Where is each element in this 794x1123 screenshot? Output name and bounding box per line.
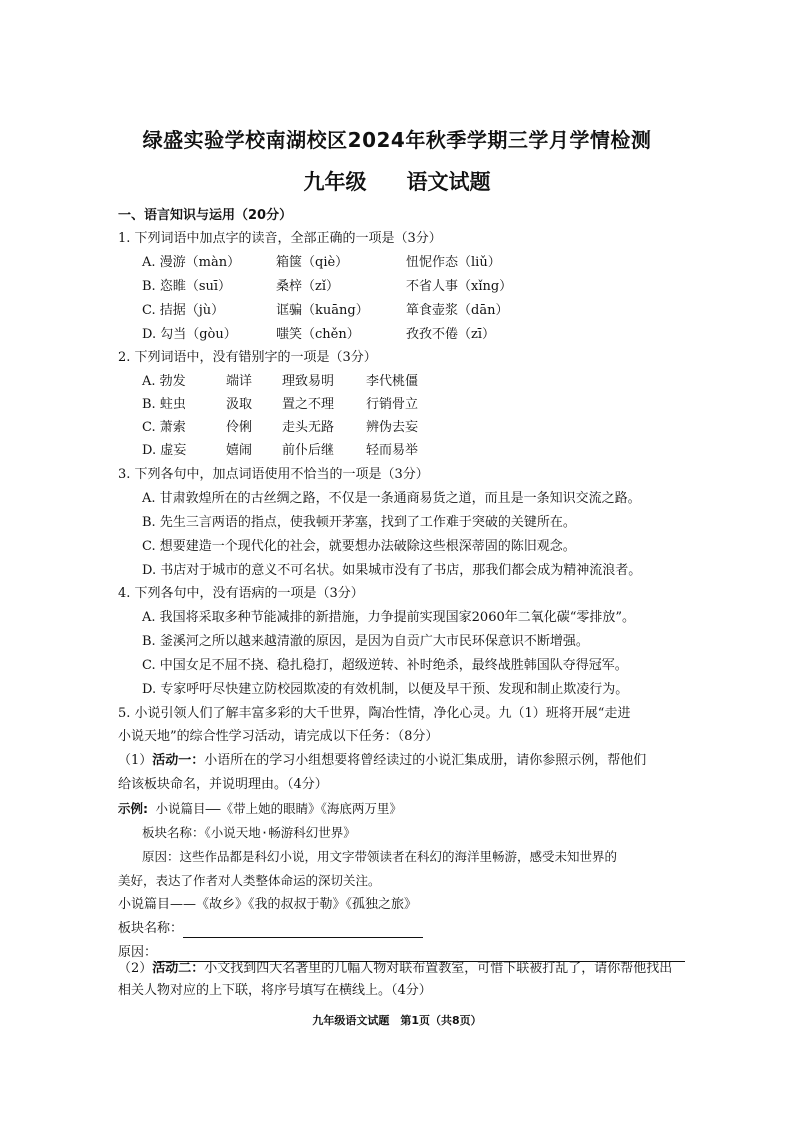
q3-stem: 3. 下列各句中，加点词语使用不恰当的一项是（3分）: [118, 467, 429, 482]
activity1-text: 小语所在的学习小组想要将曾经读过的小说汇集成册，请你参照示例，帮他们: [204, 753, 647, 768]
q1-d-1: D. 勾当（gòu）: [142, 327, 237, 342]
q1-b-3: 不省人事（xǐng）: [406, 279, 513, 294]
subject-label: 语文试题: [406, 170, 491, 194]
q1-c-1: C. 拮据（jù）: [142, 303, 225, 318]
activity1-label: 活动一：: [152, 753, 205, 768]
example-titles: 小说篇目——《带上她的眼睛》《海底两万里》: [148, 801, 402, 816]
example-block-name: 板块名称：《小说天地·畅游科幻世界》: [142, 825, 356, 840]
exam-subtitle: [0, 166, 794, 196]
q4-option-a: A. 我国将采取多种节能减排的新措施，力争提前实现国家2060年二氧化碳“零排放”。: [142, 610, 636, 625]
activity1-number: （1）: [118, 753, 153, 768]
example-reason-line1: 原因：这些作品都是科幻小说，用文字带领读者在科幻的海洋里畅游，感受未知世界的: [142, 849, 618, 864]
q4-option-c: C. 中国女足不屈不挠、稳扎稳打，超级逆转、补时绝杀，最终战胜韩国队夺得冠军。: [142, 658, 628, 673]
activity2-text: 小文找到四大名著里的几幅人物对联布置教室，可惜下联被打乱了，请你帮他找出: [204, 961, 673, 976]
q5-activity2-line1: [118, 960, 672, 978]
task-titles: 小说篇目——《故乡》《我的叔叔于勒》《孤独之旅》: [118, 897, 418, 912]
q2-a-2: 端详: [226, 374, 253, 389]
page-footer: 九年级语文试题 第1页（共8页）: [312, 1014, 482, 1027]
example-reason-line2: 美好，表达了作者对人类整体命运的深切关注。: [118, 873, 381, 888]
q5-activity1-line1: [118, 752, 646, 770]
q2-a-4: 李代桃僵: [366, 374, 419, 389]
q4-option-d: D. 专家呼吁尽快建立防校园欺凌的有效机制，以便及早干预、发现和制止欺凌行为。: [142, 682, 629, 697]
q1-c-2: 诓骗（kuāng）: [276, 303, 369, 318]
q2-c-4: 辨伪去妄: [366, 420, 419, 435]
q5-activity2-line2: 相关人物对应的上下联，将序号填写在横线上。（4分）: [118, 983, 432, 998]
activity2-label: 活动二：: [152, 961, 205, 976]
q3-option-b: B. 先生三言两语的指点，使我顿开茅塞，找到了工作难于突破的关键所在。: [142, 515, 576, 530]
q2-b-2: 汲取: [226, 397, 253, 412]
q1-stem: 1. 下列词语中加点字的读音，全部正确的一项是（3分）: [118, 231, 442, 246]
q1-option-c: [142, 302, 682, 320]
q1-a-2: 箱箧（qiè）: [276, 255, 349, 270]
q2-c-3: 走头无路: [282, 420, 335, 435]
q3-option-c: C. 想要建造一个现代化的社会，就要想办法破除这些根深蒂固的陈旧观念。: [142, 539, 576, 554]
q1-a-3: 忸怩作态（liǔ）: [406, 255, 501, 270]
q2-d-4: 轻而易举: [366, 443, 419, 458]
q1-c-3: 箪食壶浆（dān）: [406, 303, 509, 318]
task-block-row: [118, 920, 423, 938]
grade-label: 九年级: [303, 170, 367, 194]
q2-option-b: [142, 396, 682, 414]
q2-option-d: [142, 442, 682, 460]
q2-d-3: 前仆后继: [282, 443, 335, 458]
q2-d-1: D. 虚妄: [142, 443, 187, 458]
q5-stem-line1: 5. 小说引领人们了解丰富多彩的大千世界，陶冶性情，净化心灵。九（1）班将开展“走进: [118, 706, 631, 721]
q2-c-2: 伶俐: [226, 420, 253, 435]
q1-b-1: B. 恣睢（suī）: [142, 279, 232, 294]
exam-title: 绿盛实验学校南湖校区2024年秋季学期三学月学情检测: [142, 128, 652, 152]
q2-a-1: A. 勃发: [142, 374, 186, 389]
block-name-answer-blank[interactable]: [183, 923, 423, 938]
q1-b-2: 桑梓（zǐ）: [276, 279, 340, 294]
q1-a-1: A. 漫游（màn）: [142, 255, 241, 270]
q2-b-4: 行销骨立: [366, 397, 419, 412]
q2-b-3: 置之不理: [282, 397, 335, 412]
activity2-number: （2）: [118, 961, 153, 976]
q1-d-3: 孜孜不倦（zī）: [406, 327, 496, 342]
q4-stem: 4. 下列各句中，没有语病的一项是（3分）: [118, 586, 364, 601]
section-heading: 一、语言知识与运用（20分）: [118, 208, 293, 223]
q3-option-a: A. 甘肃敦煌所在的古丝绸之路，不仅是一条通商易货之道，而且是一条知识交流之路。: [142, 491, 641, 506]
q2-c-1: C. 萧索: [142, 420, 186, 435]
task-reason-label: 原因：: [118, 945, 158, 960]
q2-d-2: 嬉闹: [226, 443, 253, 458]
q2-stem: 2. 下列词语中，没有错别字的一项是（3分）: [118, 350, 377, 365]
q3-option-d: D. 书店对于城市的意义不可名状。如果城市没有了书店，那我们都会成为精神流浪者。: [142, 563, 642, 578]
q2-option-c: [142, 419, 682, 437]
q4-option-b: B. 釜溪河之所以越来越清澈的原因，是因为自贡广大市民环保意识不断增强。: [142, 634, 589, 649]
q2-b-1: B. 蛀虫: [142, 397, 186, 412]
q1-d-2: 嗤笑（chěn）: [276, 327, 360, 342]
q2-a-3: 理致易明: [282, 374, 335, 389]
example-label: 示例:: [118, 801, 148, 816]
task-block-label: 板块名称：: [118, 921, 184, 936]
q1-option-a: [142, 254, 682, 272]
q1-option-d: [142, 326, 682, 344]
q5-stem-line2: 小说天地”的综合性学习活动，请完成以下任务：（8分）: [118, 729, 439, 744]
q2-option-a: [142, 373, 682, 391]
q1-option-b: [142, 278, 682, 296]
example-titles-line: [118, 800, 402, 818]
q5-activity1-line2: 给该板块命名，并说明理由。（4分）: [118, 777, 328, 792]
